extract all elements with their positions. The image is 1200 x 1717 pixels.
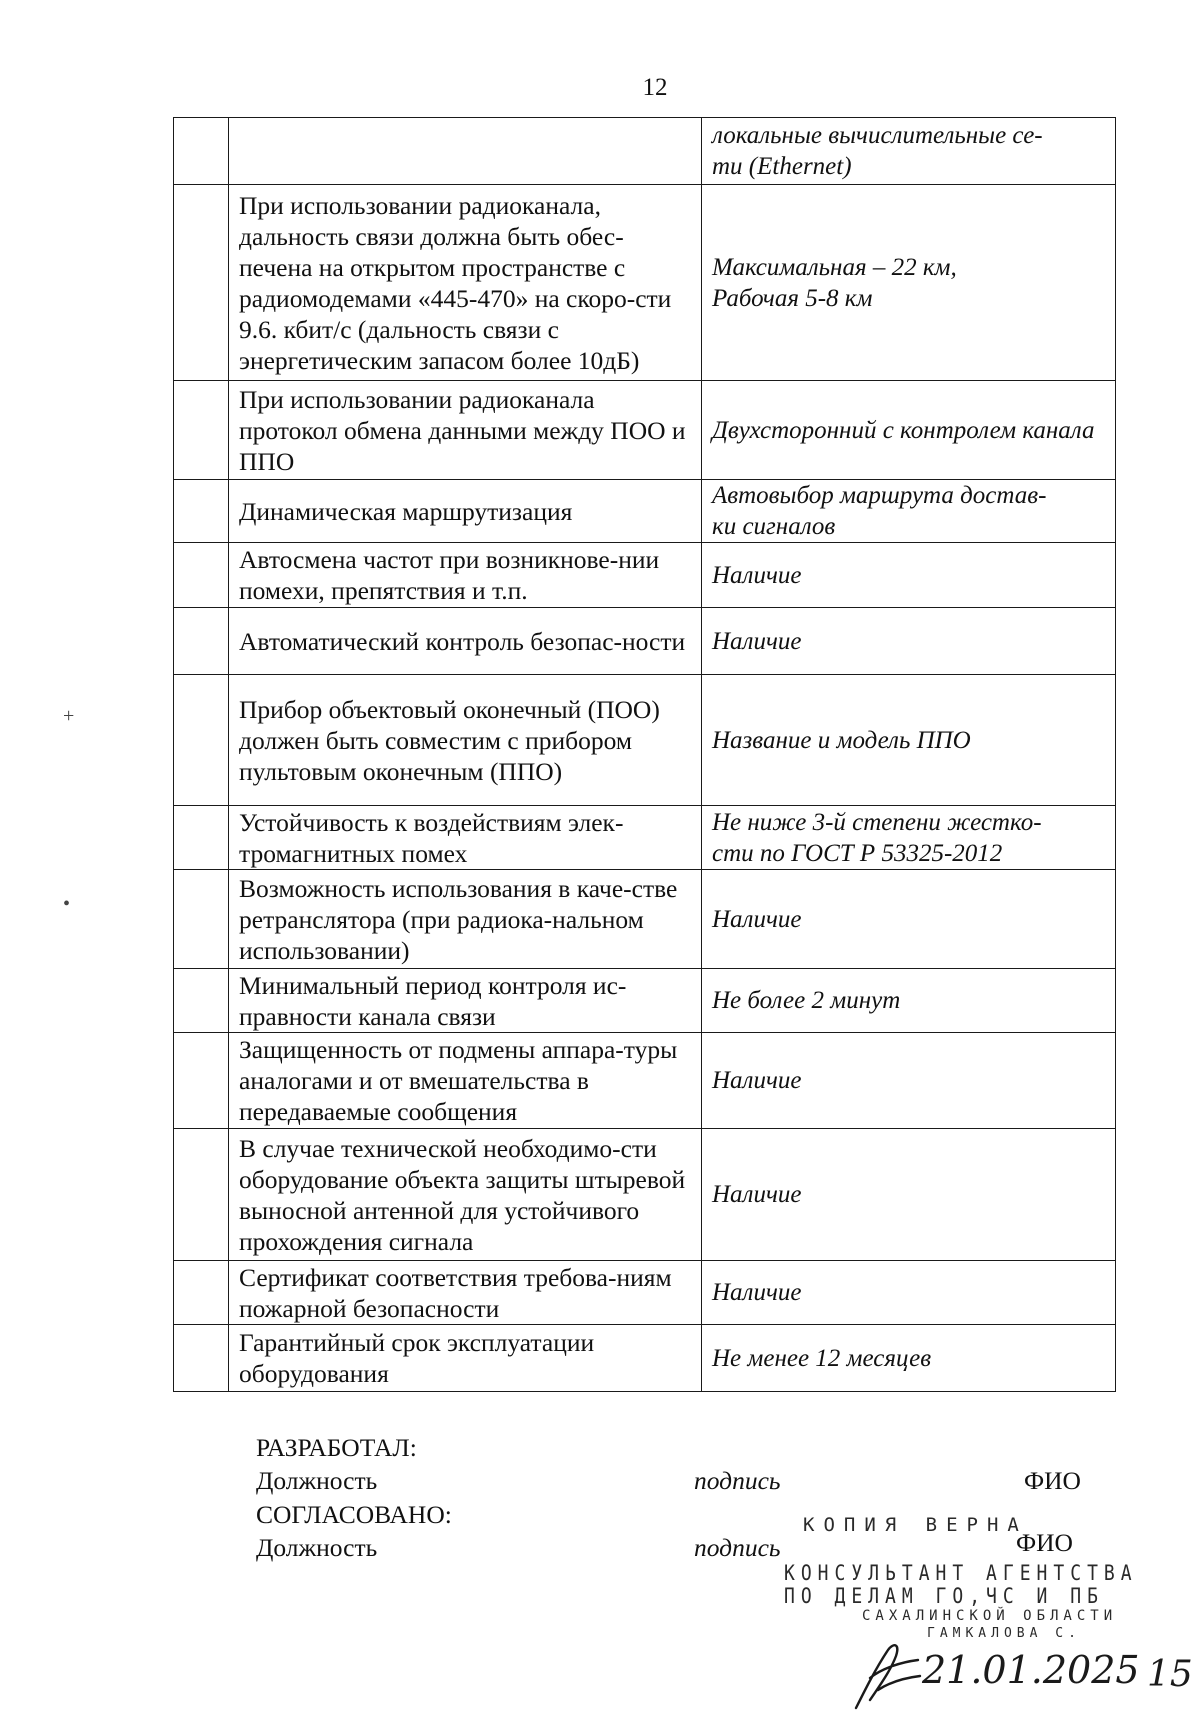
table-row (174, 543, 1116, 608)
stamp-line-copy: КОПИЯ ВЕРНА (803, 1514, 1028, 1536)
table-row (174, 675, 1116, 806)
requirement-cell: Возможность использования в каче-стве ретранслятора (при радиока-нальном использовании) (229, 870, 702, 969)
requirement-cell: Устойчивость к воздействиям элек-тромагнитных помех (229, 806, 702, 870)
requirement-cell: Автоматический контроль безопас-ности (229, 608, 702, 675)
value-cell: Двухсторонний с контролем канала (702, 381, 1116, 480)
row-number-cell (174, 806, 229, 870)
stamp-line-position: КОНСУЛЬТАНТ АГЕНТСТВА (784, 1561, 1138, 1587)
row-number-cell (174, 1033, 229, 1129)
stamp-line-region: САХАЛИНСКОЙ ОБЛАСТИ (862, 1608, 1118, 1624)
row-number-cell (174, 381, 229, 480)
row-number-cell (174, 675, 229, 806)
value-cell: Наличие (702, 1033, 1116, 1129)
handwritten-date: 21.01.2025 (922, 1648, 1140, 1692)
value-cell: Максимальная – 22 км, Рабочая 5-8 км (702, 185, 1116, 381)
table-row (174, 1033, 1116, 1129)
row-number-cell (174, 543, 229, 608)
name-label-agreed: ФИО (1016, 1528, 1073, 1557)
value-cell: Не менее 12 месяцев (702, 1325, 1116, 1392)
requirement-cell: При использовании радиоканала протокол обмена данными между ПОО и ППО (229, 381, 702, 480)
scan-artifact-mark: + (63, 705, 75, 727)
value-cell: локальные вычислительные се- ти (Ethernet) (702, 118, 1116, 185)
value-cell: Название и модель ППО (702, 675, 1116, 806)
requirement-cell: Автосмена частот при возникнове-нии помехи, препятствия и т.п. (229, 543, 702, 608)
requirement-cell: При использовании радиоканала, дальность связи должна быть обес-печена на открытом пространстве с радиомодемами «445-470» на скоро-сти 9.6. кбит/с (дальность связи с энергетическим запасом более 10дБ) (229, 185, 702, 381)
table-row (174, 1261, 1116, 1325)
page-number: 12 (642, 74, 668, 101)
table-row (174, 118, 1116, 185)
signature-label-agreed: подпись (694, 1533, 781, 1562)
table-row (174, 1129, 1116, 1261)
value-cell: Наличие (702, 1129, 1116, 1261)
requirement-cell: Динамическая маршрутизация (229, 480, 702, 543)
name-label-developed: ФИО (1024, 1466, 1081, 1495)
stamp-line-agency: ПО ДЕЛАМ ГО,ЧС И ПБ (784, 1584, 1104, 1610)
signature-label-developed: подпись (694, 1466, 781, 1495)
table-row (174, 870, 1116, 969)
position-label-agreed: Должность (256, 1533, 378, 1562)
table-row (174, 969, 1116, 1033)
value-cell: Наличие (702, 1261, 1116, 1325)
value-cell: Наличие (702, 870, 1116, 969)
requirement-cell: Гарантийный срок эксплуатации оборудования (229, 1325, 702, 1392)
value-cell: Не более 2 минут (702, 969, 1116, 1033)
requirement-cell: Минимальный период контроля ис-правности канала связи (229, 969, 702, 1033)
agreed-label: СОГЛАСОВАНО: (256, 1500, 452, 1529)
row-number-cell (174, 480, 229, 543)
value-cell: Наличие (702, 608, 1116, 675)
value-cell: Не ниже 3-й степени жестко- сти по ГОСТ Р 53325-2012 (702, 806, 1116, 870)
row-number-cell (174, 969, 229, 1033)
row-number-cell (174, 185, 229, 381)
table-row (174, 806, 1116, 870)
requirement-cell (229, 118, 702, 185)
requirement-cell: Защищенность от подмены аппара-туры аналогами и от вмешательства в передаваемые сообщения (229, 1033, 702, 1129)
value-cell: Наличие (702, 543, 1116, 608)
requirement-cell: Сертификат соответствия требова-ниям пожарной безопасности (229, 1261, 702, 1325)
position-label-developed: Должность (256, 1466, 378, 1495)
value-cell: Автовыбор маршрута достав- ки сигналов (702, 480, 1116, 543)
table-row (174, 608, 1116, 675)
stamp-line-name: ГАМКАЛОВА С. (927, 1626, 1081, 1641)
row-number-cell (174, 118, 229, 185)
row-number-cell (174, 870, 229, 969)
table-row (174, 185, 1116, 381)
row-number-cell (174, 1261, 229, 1325)
row-number-cell (174, 1325, 229, 1392)
developed-label: РАЗРАБОТАЛ: (256, 1433, 417, 1462)
table-row (174, 381, 1116, 480)
table-row (174, 1325, 1116, 1392)
signature-scribble (848, 1638, 928, 1713)
handwritten-sheet-number: 15 (1147, 1654, 1193, 1695)
requirements-table (173, 117, 1116, 1392)
row-number-cell (174, 608, 229, 675)
scan-artifact-mark: • (63, 893, 71, 915)
row-number-cell (174, 1129, 229, 1261)
table-row (174, 480, 1116, 543)
requirement-cell: Прибор объектовый оконечный (ПОО) должен быть совместим с прибором пультовым оконечным (ППО) (229, 675, 702, 806)
requirement-cell: В случае технической необходимо-сти оборудование объекта защиты штыревой выносной антенной для устойчивого прохождения сигнала (229, 1129, 702, 1261)
